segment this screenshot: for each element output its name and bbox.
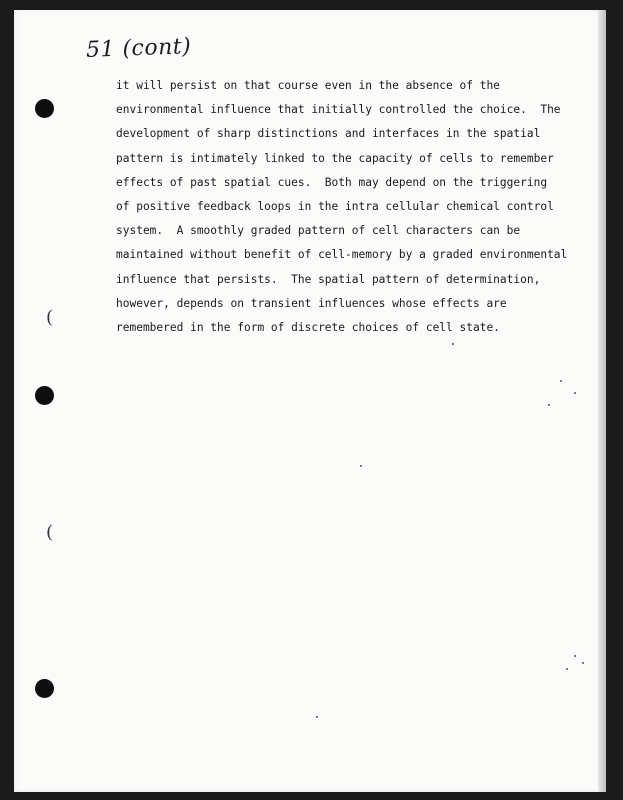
text-line: effects of past spatial cues. Both may depend on the triggering (116, 175, 548, 189)
scan-speck (360, 465, 362, 467)
text-line: remembered in the form of discrete choices of cell state. (116, 321, 500, 335)
binder-hole-top (35, 99, 54, 118)
scan-speck (548, 404, 550, 406)
scan-speck (574, 392, 576, 394)
text-line: influence that persists. The spatial pattern of determination, (116, 272, 541, 286)
text-line: pattern is intimately linked to the capacity of cells to remember (116, 151, 554, 165)
paper-edge (598, 10, 606, 792)
text-line: it will persist on that course even in the absence of the (116, 79, 500, 92)
typed-paragraph (116, 74, 596, 340)
binder-hole-middle (35, 386, 54, 405)
scan-speck (574, 655, 576, 657)
handwritten-page-number: 51 (cont) (85, 34, 192, 63)
scan-speck (452, 343, 454, 345)
scan-speck (566, 668, 568, 670)
text-line: system. A smoothly graded pattern of cell characters can be (116, 224, 521, 238)
ring-mark-upper-icon: ( (46, 307, 54, 328)
binder-hole-bottom (35, 679, 54, 698)
text-line: environmental influence that initially controlled the choice. The (116, 103, 561, 117)
ring-mark-lower-icon: ( (46, 522, 54, 543)
text-line: development of sharp distinctions and interfaces in the spatial (116, 127, 541, 141)
text-line: of positive feedback loops in the intra cellular chemical control (116, 200, 554, 214)
text-line: maintained without benefit of cell-memory by a graded environmental (116, 248, 568, 262)
text-line: however, depends on transient influences whose effects are (116, 296, 507, 310)
scan-speck (560, 380, 562, 382)
scan-speck (582, 662, 584, 664)
scan-speck (316, 716, 318, 718)
